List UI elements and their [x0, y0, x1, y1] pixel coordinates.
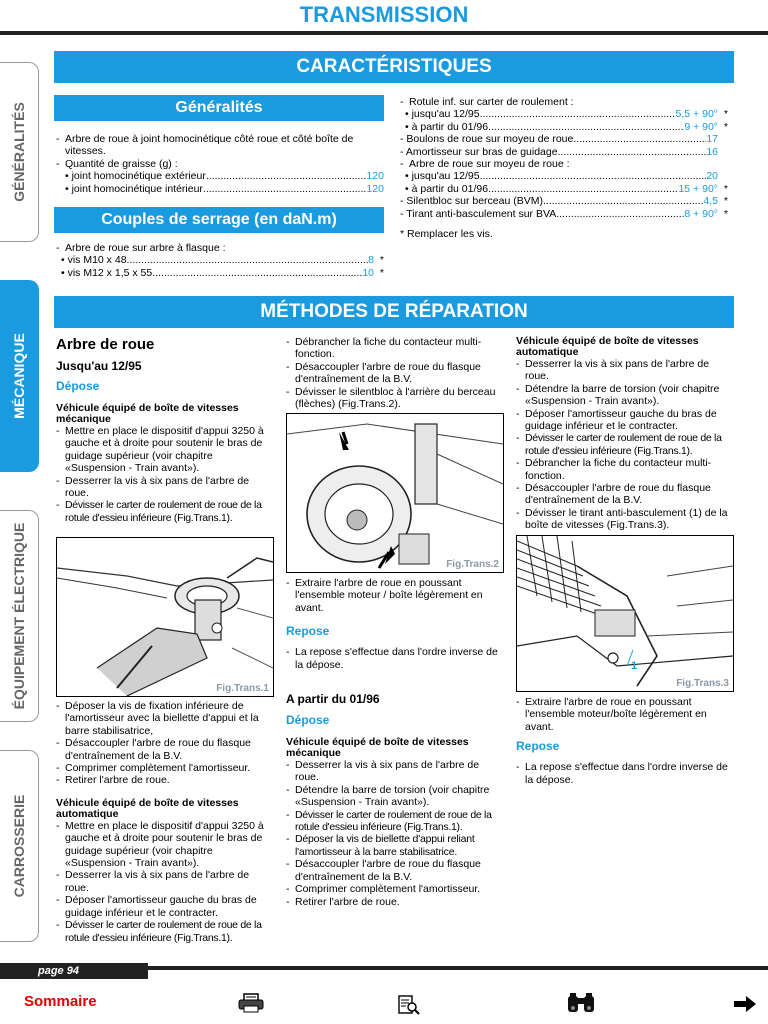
step-item: - Mettre en place le dispositif d'appui 3250 à gauche et à droite pour soutenir le bras de guidage supérieur (voir chapitre «Suspension - Train avant»). — [56, 820, 274, 870]
spec-row — [405, 121, 728, 133]
sidebar-tab-carrosserie[interactable] — [0, 750, 39, 942]
column-1-cont — [56, 700, 274, 944]
vehicle-heading: Véhicule équipé de boîte de vitesses mécanique — [286, 736, 469, 760]
step-item: - Débrancher la fiche du contacteur multi-fonction. — [286, 336, 504, 361]
sommaire-link[interactable]: Sommaire — [24, 993, 97, 1010]
spec-label: • à partir du 01/96 — [405, 120, 489, 133]
spec-value: 8 + 90° — [684, 207, 718, 220]
spec-row — [405, 108, 728, 120]
column-1 — [56, 336, 274, 524]
vehicle-heading: Véhicule équipé de boîte de vitesses automatique — [516, 335, 699, 358]
spec-value: 20 — [706, 170, 718, 183]
spec-label: • jusqu'au 12/95 — [405, 108, 480, 121]
step-item: - Dévisser le tirant anti-basculement (1) de la boîte de vitesses (Fig.Trans.3). — [516, 507, 732, 532]
step-item: - Désaccoupler l'arbre de roue du flasque d'entraînement de la B.V. — [516, 482, 732, 507]
section-subtitle: Jusqu'au 12/95 — [56, 359, 142, 373]
specs-intro: - Rotule inf. sur carter de roulement : — [400, 96, 728, 108]
spec-value: 8 — [368, 254, 374, 267]
step-item: - Desserrer la vis à six pans de l'arbre de roue. — [516, 358, 732, 383]
step-item: - Retirer l'arbre de roue. — [286, 896, 504, 908]
spec-star — [718, 170, 728, 182]
step-list — [56, 820, 274, 944]
sidebar-tab-mecanique[interactable] — [0, 280, 39, 472]
figure-caption: Fig.Trans.2 — [446, 559, 499, 570]
figure-trans-1-drawing — [57, 538, 273, 696]
page-number: page 94 — [0, 963, 148, 979]
step-list — [516, 696, 734, 733]
step-item: - Désaccoupler l'arbre de roue du flasque d'entraînement de la B.V. — [56, 737, 274, 762]
spec-row — [400, 195, 728, 207]
binoculars-icon[interactable] — [566, 992, 596, 1014]
figure-callout-label: 1 — [631, 660, 638, 672]
column-2-cont — [286, 577, 504, 908]
step-item: - Extraire l'arbre de roue en poussant l'ensemble moteur / boîte légèrement en avant. — [286, 577, 504, 614]
step-item: - Comprimer complètement l'amortisseur. — [286, 883, 504, 895]
step-item: - Détendre la barre de torsion (voir chapitre «Suspension - Train avant»). — [516, 383, 732, 408]
figure-trans-2-drawing — [287, 414, 503, 572]
sidebar-tab-label: GÉNÉRALITÉS — [11, 102, 27, 202]
step-item: - Desserrer la vis à six pans de l'arbre de roue. — [56, 475, 274, 500]
figure-trans-2 — [286, 413, 504, 573]
spec-value: 15 + 90° — [678, 182, 718, 195]
spec-star: * — [723, 207, 728, 220]
specs-right — [400, 96, 728, 240]
spec-row — [405, 183, 728, 195]
step-list — [516, 761, 734, 786]
spec-label: • vis M12 x 1,5 x 55 — [61, 266, 153, 279]
spec-value: 120 — [366, 170, 384, 183]
step-item: - Dévisser le carter de roulement de roue de la rotule d'essieu inférieure (Fig.Trans.1). — [286, 809, 504, 834]
caracteristiques-banner: CARACTÉRISTIQUES — [54, 51, 734, 83]
step-item: - Débrancher la fiche du contacteur multi-fonction. — [516, 457, 732, 482]
step-item: - Désaccoupler l'arbre de roue du flasque d'entraînement de la B.V. — [286, 858, 504, 883]
search-document-icon[interactable] — [398, 995, 420, 1015]
spec-row — [400, 146, 728, 158]
repose-heading: Repose — [286, 624, 330, 639]
arrow-right-icon[interactable] — [732, 994, 758, 1014]
spec-value: 5,5 + 90° — [675, 108, 718, 121]
spec-star — [718, 146, 728, 158]
depose-heading: Dépose — [56, 379, 100, 393]
step-item: - Retirer l'arbre de roue. — [56, 774, 274, 786]
couples-intro: - Arbre de roue sur arbre à flasque : — [56, 242, 384, 254]
step-item: - Dévisser le carter de roulement de roue de la rotule d'essieu inférieure (Fig.Trans.1). — [56, 919, 274, 944]
step-item: - Dévisser le silentbloc à l'arrière du berceau (flèches) (Fig.Trans.2). — [286, 386, 504, 411]
step-list — [286, 759, 504, 908]
step-item: - Desserrer la vis à six pans de l'arbre de roue. — [56, 869, 274, 894]
figure-caption: Fig.Trans.1 — [216, 683, 269, 694]
figure-trans-3 — [516, 535, 734, 692]
sidebar-tab-generalites[interactable] — [0, 62, 39, 242]
step-list — [286, 577, 504, 614]
spec-value: 16 — [706, 145, 718, 158]
step-item: - Dévisser le carter de roulement de roue de la rotule d'essieu inférieure (Fig.Trans.1). — [516, 432, 732, 457]
step-item: - Comprimer complètement l'amortisseur. — [56, 762, 274, 774]
sidebar-tab-label: CARROSSERIE — [11, 794, 27, 898]
figure-trans-3-drawing — [517, 536, 733, 691]
sidebar-tab-equipement-electrique[interactable] — [0, 510, 39, 722]
generalites-heading: Généralités — [54, 95, 384, 121]
step-item: - La repose s'effectue dans l'ordre inverse de la dépose. — [516, 761, 734, 786]
spec-value: 9 + 90° — [684, 120, 718, 133]
spec-row — [65, 170, 384, 182]
specs-intro: - Arbre de roue sur moyeu de roue : — [400, 158, 728, 170]
spec-label: • vis M10 x 48 — [61, 254, 127, 267]
spec-label: - Silentbloc sur berceau (BVM) — [400, 195, 543, 208]
spec-row — [405, 170, 728, 182]
section-title: Arbre de roue — [56, 336, 155, 353]
spec-value: 10 — [362, 266, 374, 279]
spec-label: - Tirant anti-basculement sur BVA — [400, 207, 557, 220]
sidebar-tab-label: ÉQUIPEMENT ÉLECTRIQUE — [11, 522, 27, 710]
spec-value: 17 — [706, 133, 718, 146]
step-list — [56, 425, 274, 524]
spec-row — [61, 267, 384, 279]
spec-star: * — [723, 108, 728, 121]
step-item: - Désaccoupler l'arbre de roue du flasque d'entraînement de la B.V. — [286, 361, 504, 386]
spec-label: - Boulons de roue sur moyeu de roue — [400, 133, 574, 146]
couples-heading: Couples de serrage (en daN.m) — [54, 207, 384, 233]
step-item: - Mettre en place le dispositif d'appui 3250 à gauche et à droite pour soutenir le bras de guidage supérieur (voir chapitre «Suspension - Train avant»). — [56, 425, 274, 475]
spec-star: * — [379, 266, 384, 279]
spec-star — [718, 133, 728, 145]
page-title: TRANSMISSION — [299, 2, 469, 27]
sidebar-tab-label: MÉCANIQUE — [11, 333, 27, 419]
depose-heading: Dépose — [286, 713, 330, 728]
step-item: - Détendre la barre de torsion (voir chapitre «Suspension - Train avant»). — [286, 784, 504, 809]
step-item: - Extraire l'arbre de roue en poussant l'ensemble moteur/boîte légèrement en avant. — [516, 696, 734, 733]
step-list — [516, 358, 732, 532]
specs-note: * Remplacer les vis. — [400, 228, 493, 241]
generalites-section — [56, 133, 384, 195]
step-item: - La repose s'effectue dans l'ordre inverse de la dépose. — [286, 646, 504, 671]
step-list — [286, 336, 504, 410]
spec-row — [400, 208, 728, 220]
spec-label: • joint homocinétique intérieur — [65, 182, 203, 195]
vehicle-heading: Véhicule équipé de boîte de vitesses mécanique — [56, 402, 239, 425]
generalites-line: - Arbre de roue à joint homocinétique côté roue et côté boîte de vitesses. — [56, 133, 384, 158]
spec-row — [61, 254, 384, 266]
figure-trans-1 — [56, 537, 274, 697]
spec-label: • à partir du 01/96 — [405, 182, 489, 195]
spec-row — [400, 133, 728, 145]
spec-star: * — [723, 195, 728, 208]
spec-value: 120 — [366, 182, 384, 195]
step-item: - Desserrer la vis à six pans de l'arbre de roue. — [286, 759, 504, 784]
spec-value: 4,5 — [703, 195, 718, 208]
column-3-cont — [516, 696, 734, 786]
spec-star: * — [379, 254, 384, 267]
step-item: - Dévisser le carter de roulement de roue de la rotule d'essieu inférieure (Fig.Trans.1). — [56, 499, 274, 524]
step-list — [56, 700, 274, 787]
section-subtitle: A partir du 01/96 — [286, 692, 380, 707]
step-item: - Déposer l'amortisseur gauche du bras de guidage inférieur et le contracter. — [516, 408, 732, 433]
couples-section — [56, 242, 384, 279]
spec-label: • jusqu'au 12/95 — [405, 170, 480, 183]
spec-label: - Amortisseur sur bras de guidage — [400, 145, 558, 158]
column-3 — [516, 336, 732, 532]
methodes-banner: MÉTHODES DE RÉPARATION — [54, 296, 734, 328]
column-2 — [286, 336, 504, 410]
spec-label: • joint homocinétique extérieur — [65, 170, 206, 183]
spec-row — [65, 183, 384, 195]
figure-caption: Fig.Trans.3 — [676, 678, 729, 689]
step-item: - Déposer la vis de fixation inférieure de l'amortisseur avec la biellette d'appui et la barre stabilisatrice, — [56, 700, 274, 737]
header-rule — [0, 31, 768, 35]
printer-icon[interactable] — [238, 993, 264, 1013]
step-item: - Déposer la vis de biellette d'appui reliant l'amortisseur à la barre stabilisatrice. — [286, 833, 504, 858]
spec-star: * — [723, 182, 728, 195]
spec-star: * — [723, 120, 728, 133]
repose-heading: Repose — [516, 739, 560, 754]
step-item: - Déposer l'amortisseur gauche du bras de guidage inférieur et le contracter. — [56, 894, 274, 919]
generalites-line: - Quantité de graisse (g) : — [56, 158, 384, 170]
step-list — [286, 646, 504, 671]
vehicle-heading: Véhicule équipé de boîte de vitesses automatique — [56, 796, 239, 820]
